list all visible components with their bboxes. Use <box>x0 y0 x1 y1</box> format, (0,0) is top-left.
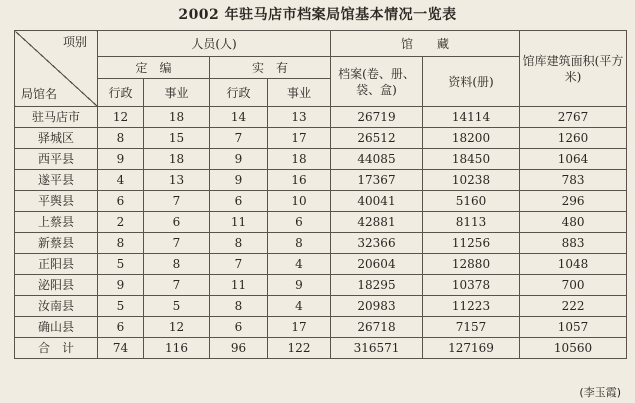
authorized-business-cell: 7 <box>144 275 210 296</box>
actual-business-cell: 122 <box>268 338 331 359</box>
authorized-business-cell: 7 <box>144 191 210 212</box>
authorized-business-cell: 13 <box>144 170 210 191</box>
materials-count-cell: 10378 <box>423 275 520 296</box>
bureau-name-cell: 正阳县 <box>15 254 98 275</box>
area-cell: 700 <box>520 275 627 296</box>
authorized-admin-cell: 6 <box>98 191 144 212</box>
bureau-name-cell: 确山县 <box>15 317 98 338</box>
actual-admin-cell: 8 <box>210 296 268 317</box>
materials-count-cell: 8113 <box>423 212 520 233</box>
area-cell: 2767 <box>520 107 627 128</box>
archives-count-cell: 26512 <box>331 128 423 149</box>
area-cell: 1260 <box>520 128 627 149</box>
authorized-business-cell: 15 <box>144 128 210 149</box>
archives-count-cell: 26719 <box>331 107 423 128</box>
corner-header-cell <box>15 31 98 107</box>
area-cell: 1064 <box>520 149 627 170</box>
archives-count-cell: 17367 <box>331 170 423 191</box>
archives-count-cell: 18295 <box>331 275 423 296</box>
materials-count-cell: 127169 <box>423 338 520 359</box>
archives-count-cell: 40041 <box>331 191 423 212</box>
corner-item-label: 项别 <box>62 35 87 49</box>
actual-admin-header: 行政 <box>210 79 268 107</box>
table-row <box>15 191 627 212</box>
materials-count-cell: 5160 <box>423 191 520 212</box>
materials-count-cell: 18200 <box>423 128 520 149</box>
actual-business-cell: 17 <box>268 128 331 149</box>
authorized-admin-cell: 5 <box>98 296 144 317</box>
actual-business-cell: 8 <box>268 233 331 254</box>
materials-count-cell: 10238 <box>423 170 520 191</box>
area-cell: 783 <box>520 170 627 191</box>
actual-business-cell: 4 <box>268 296 331 317</box>
actual-business-cell: 10 <box>268 191 331 212</box>
bureau-name-cell: 合 计 <box>15 338 98 359</box>
bureau-name-cell: 上蔡县 <box>15 212 98 233</box>
materials-count-cell: 7157 <box>423 317 520 338</box>
authorized-business-cell: 18 <box>144 107 210 128</box>
authorized-admin-cell: 9 <box>98 149 144 170</box>
author-credit: (李玉霞) <box>579 386 621 399</box>
authorized-admin-cell: 9 <box>98 275 144 296</box>
archives-count-cell: 316571 <box>331 338 423 359</box>
archives-count-cell: 20604 <box>331 254 423 275</box>
table-row <box>15 170 627 191</box>
actual-business-cell: 16 <box>268 170 331 191</box>
table-row <box>15 212 627 233</box>
authorized-business-cell: 5 <box>144 296 210 317</box>
bureau-name-cell: 驿城区 <box>15 128 98 149</box>
materials-count-cell: 18450 <box>423 149 520 170</box>
area-cell: 222 <box>520 296 627 317</box>
authorized-admin-cell: 2 <box>98 212 144 233</box>
authorized-business-cell: 7 <box>144 233 210 254</box>
authorized-admin-cell: 8 <box>98 233 144 254</box>
table-row <box>15 275 627 296</box>
authorized-business-cell: 12 <box>144 317 210 338</box>
area-cell: 883 <box>520 233 627 254</box>
bureau-name-cell: 西平县 <box>15 149 98 170</box>
table-row <box>15 107 627 128</box>
table-row <box>15 296 627 317</box>
bureau-name-cell: 汝南县 <box>15 296 98 317</box>
area-header: 馆库建筑面积(平方米) <box>520 31 627 107</box>
actual-business-cell: 9 <box>268 275 331 296</box>
table-row <box>15 254 627 275</box>
materials-count-cell: 11256 <box>423 233 520 254</box>
area-cell: 480 <box>520 212 627 233</box>
authorized-business-cell: 18 <box>144 149 210 170</box>
archives-count-cell: 42881 <box>331 212 423 233</box>
actual-admin-cell: 14 <box>210 107 268 128</box>
bureau-name-cell: 驻马店市 <box>15 107 98 128</box>
corner-name-label: 局馆名 <box>21 87 58 101</box>
holdings-header: 馆 藏 <box>331 31 520 57</box>
actual-admin-cell: 9 <box>210 170 268 191</box>
authorized-admin-cell: 8 <box>98 128 144 149</box>
actual-admin-cell: 96 <box>210 338 268 359</box>
authorized-business-cell: 6 <box>144 212 210 233</box>
actual-business-cell: 13 <box>268 107 331 128</box>
archives-count-cell: 32366 <box>331 233 423 254</box>
area-cell: 1048 <box>520 254 627 275</box>
materials-count-cell: 14114 <box>423 107 520 128</box>
archives-count-cell: 20983 <box>331 296 423 317</box>
area-cell: 10560 <box>520 338 627 359</box>
table-row <box>15 149 627 170</box>
bureau-name-cell: 平舆县 <box>15 191 98 212</box>
table-row <box>15 128 627 149</box>
authorized-admin-header: 行政 <box>98 79 144 107</box>
actual-business-cell: 4 <box>268 254 331 275</box>
table-row <box>15 317 627 338</box>
actual-business-cell: 6 <box>268 212 331 233</box>
materials-header: 资料(册) <box>423 57 520 107</box>
area-cell: 296 <box>520 191 627 212</box>
materials-count-cell: 12880 <box>423 254 520 275</box>
actual-business-cell: 18 <box>268 149 331 170</box>
authorized-header: 定 编 <box>98 57 210 79</box>
table-row <box>15 233 627 254</box>
bureau-name-cell: 泌阳县 <box>15 275 98 296</box>
actual-admin-cell: 6 <box>210 191 268 212</box>
archives-count-cell: 44085 <box>331 149 423 170</box>
table-title: 2002 年驻马店市档案局馆基本情况一览表 <box>178 7 457 23</box>
authorized-admin-cell: 74 <box>98 338 144 359</box>
actual-admin-cell: 9 <box>210 149 268 170</box>
authorized-business-header: 事业 <box>144 79 210 107</box>
actual-admin-cell: 8 <box>210 233 268 254</box>
actual-admin-cell: 11 <box>210 212 268 233</box>
actual-admin-cell: 6 <box>210 317 268 338</box>
area-cell: 1057 <box>520 317 627 338</box>
personnel-header: 人员(人) <box>98 31 331 57</box>
actual-header: 实 有 <box>210 57 331 79</box>
authorized-admin-cell: 5 <box>98 254 144 275</box>
archives-header: 档案(卷、册、袋、盒) <box>331 57 423 107</box>
bureau-name-cell: 新蔡县 <box>15 233 98 254</box>
authorized-business-cell: 8 <box>144 254 210 275</box>
archives-count-cell: 26718 <box>331 317 423 338</box>
authorized-admin-cell: 12 <box>98 107 144 128</box>
actual-admin-cell: 7 <box>210 128 268 149</box>
total-row <box>15 338 627 359</box>
actual-admin-cell: 7 <box>210 254 268 275</box>
authorized-admin-cell: 6 <box>98 317 144 338</box>
actual-business-header: 事业 <box>268 79 331 107</box>
materials-count-cell: 11223 <box>423 296 520 317</box>
authorized-business-cell: 116 <box>144 338 210 359</box>
archives-table <box>14 30 627 359</box>
actual-business-cell: 17 <box>268 317 331 338</box>
actual-admin-cell: 11 <box>210 275 268 296</box>
bureau-name-cell: 遂平县 <box>15 170 98 191</box>
authorized-admin-cell: 4 <box>98 170 144 191</box>
